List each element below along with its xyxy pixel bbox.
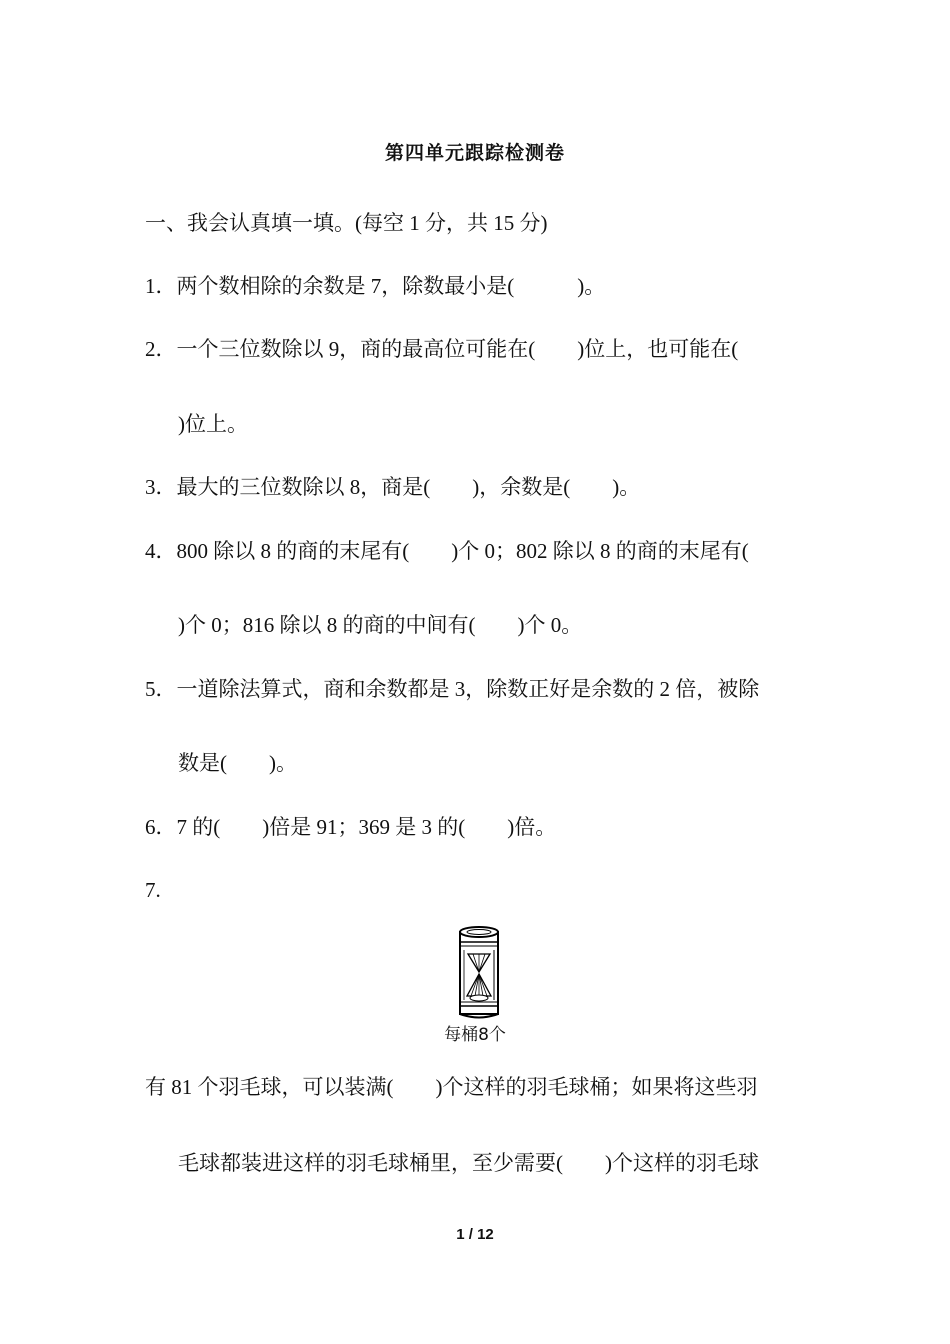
- question-7-line-1: 有 81 个羽毛球，可以装满( )个这样的羽毛球桶；如果将这些羽: [145, 1075, 758, 1099]
- page-title: 第四单元跟踪检测卷: [384, 143, 565, 164]
- question-5-line-1: 5．一道除法算式，商和余数都是 3，除数正好是余数的 2 倍，被除: [145, 677, 760, 701]
- question-2-line-2: )位上。: [178, 412, 248, 436]
- question-3: 3．最大的三位数除以 8，商是( )，余数是( )。: [145, 475, 641, 499]
- question-5-line-2: 数是( )。: [178, 751, 297, 775]
- question-2-line-1: 2．一个三位数除以 9，商的最高位可能在( )位上，也可能在(: [145, 337, 739, 361]
- figure-caption: 每桶8个: [444, 1025, 506, 1045]
- question-6: 6．7 的( )倍是 91；369 是 3 的( )倍。: [145, 815, 557, 839]
- page-number: 1 / 12: [456, 1226, 494, 1243]
- question-7-line-2: 毛球都装进这样的羽毛球桶里，至少需要( )个这样的羽毛球: [178, 1151, 759, 1175]
- section-heading: 一、我会认真填一填。(每空 1 分，共 15 分): [145, 211, 548, 235]
- question-4-line-2: )个 0；816 除以 8 的商的中间有( )个 0。: [178, 613, 583, 637]
- question-4-line-1: 4．800 除以 8 的商的末尾有( )个 0；802 除以 8 的商的末尾有(: [145, 539, 749, 563]
- question-7-number: 7.: [145, 878, 161, 902]
- question-1: 1．两个数相除的余数是 7，除数最小是( )。: [145, 274, 606, 298]
